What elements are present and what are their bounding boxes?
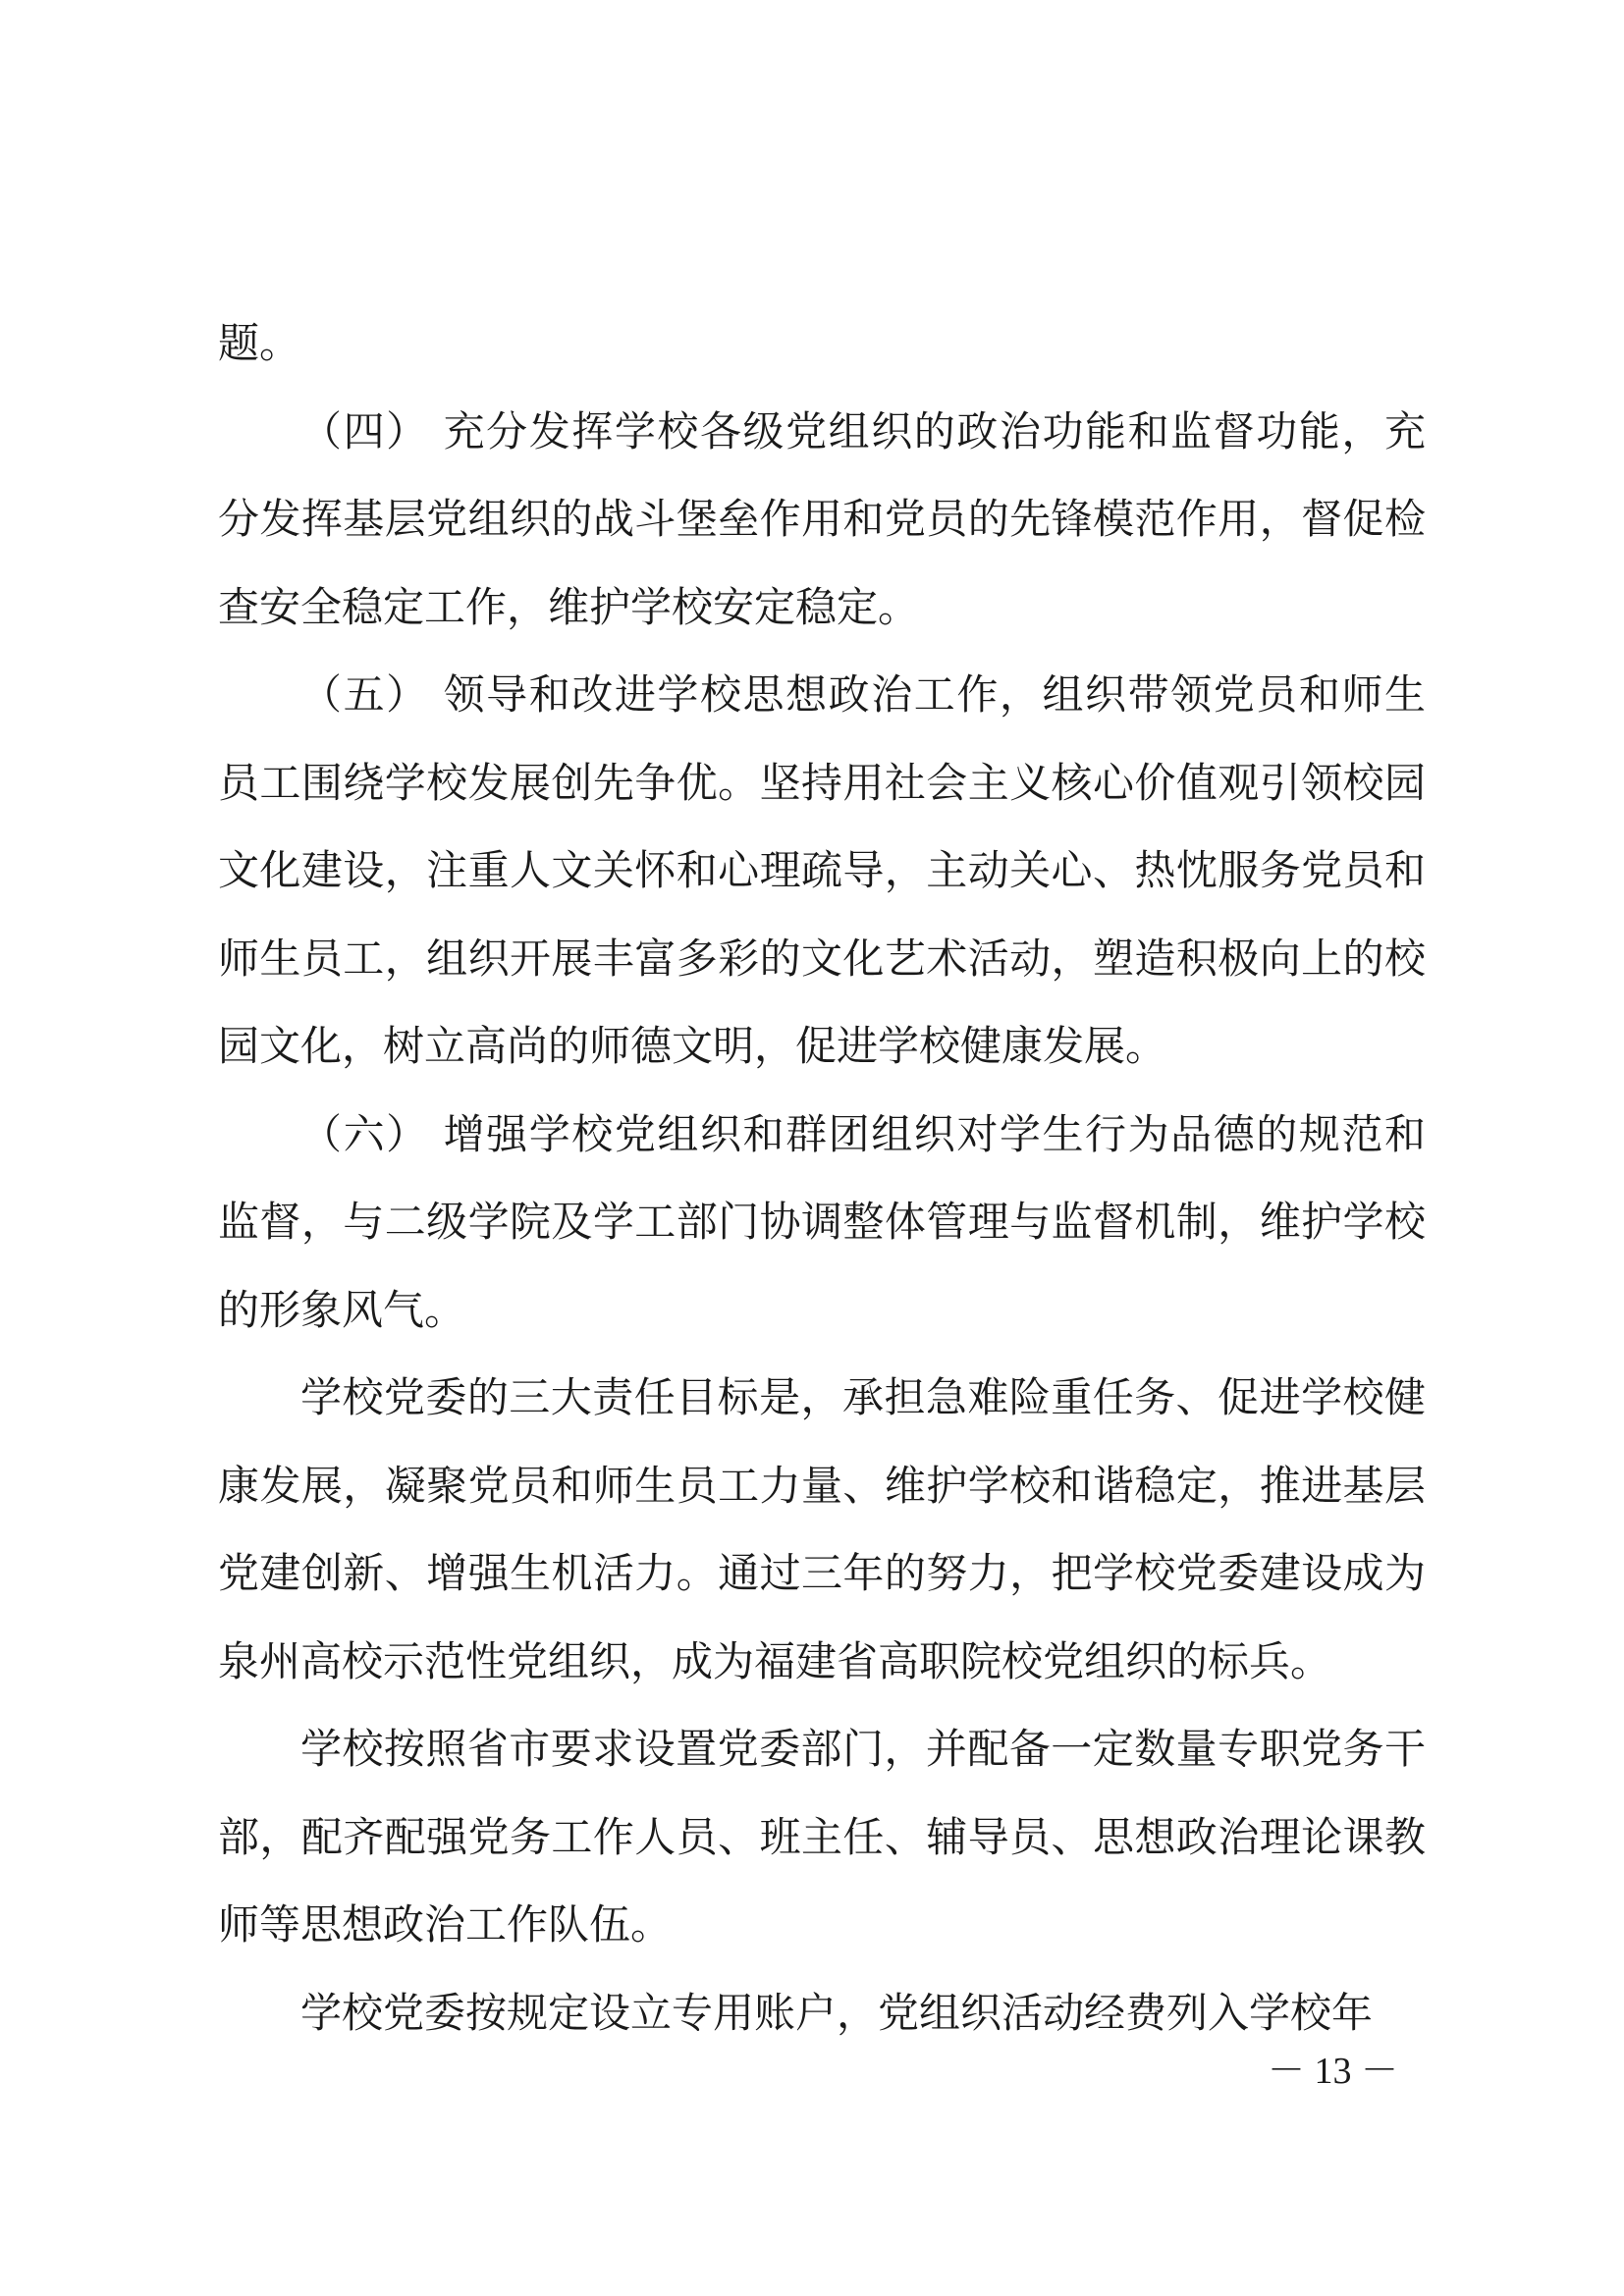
paragraph-item-four: （四） 充分发挥学校各级党组织的政治功能和监督功能，充分发挥基层党组织的战斗堡垒作用和党员的先锋模范作用，督促检查安全稳定工作，维护学校安定稳定。	[218, 406, 1426, 631]
paragraph-responsibility-goals: 学校党委的三大责任目标是，承担急难险重任务、促进学校健康发展，凝聚党员和师生员工力量、维护学校和谐稳定，推进基层党建创新、增强生机活力。通过三年的努力，把学校党委建设成为泉州高校示范性党组织，成为福建省高职院校党组织的标兵。	[218, 1373, 1426, 1685]
paragraph-item-five: （五） 领导和改进学校思想政治工作，组织带领党员和师生员工围绕学校发展创先争优。坚持用社会主义核心价值观引领校园文化建设，注重人文关怀和心理疏导，主动关心、热忱服务党员和师生员工，组织开展丰富多彩的文化艺术活动，塑造积极向上的校园文化，树立高尚的师德文明，促进学校健康发展。	[218, 670, 1426, 1070]
paragraph-continuation: 题。	[218, 319, 301, 367]
page-number: － 13 －	[1267, 2051, 1398, 2092]
paragraph-funding: 学校党委按规定设立专用账户，党组织活动经费列入学校年	[300, 1988, 1374, 2037]
paragraph-department-setup: 学校按照省市要求设置党委部门，并配备一定数量专职党务干部，配齐配强党务工作人员、班主任、辅导员、思想政治理论课教师等思想政治工作队伍。	[218, 1725, 1426, 1949]
paragraph-item-six: （六） 增强学校党组织和群团组织对学生行为品德的规范和监督，与二级学院及学工部门协调整体管理与监督机制，维护学校的形象风气。	[218, 1109, 1426, 1334]
body-text	[218, 299, 1426, 2056]
